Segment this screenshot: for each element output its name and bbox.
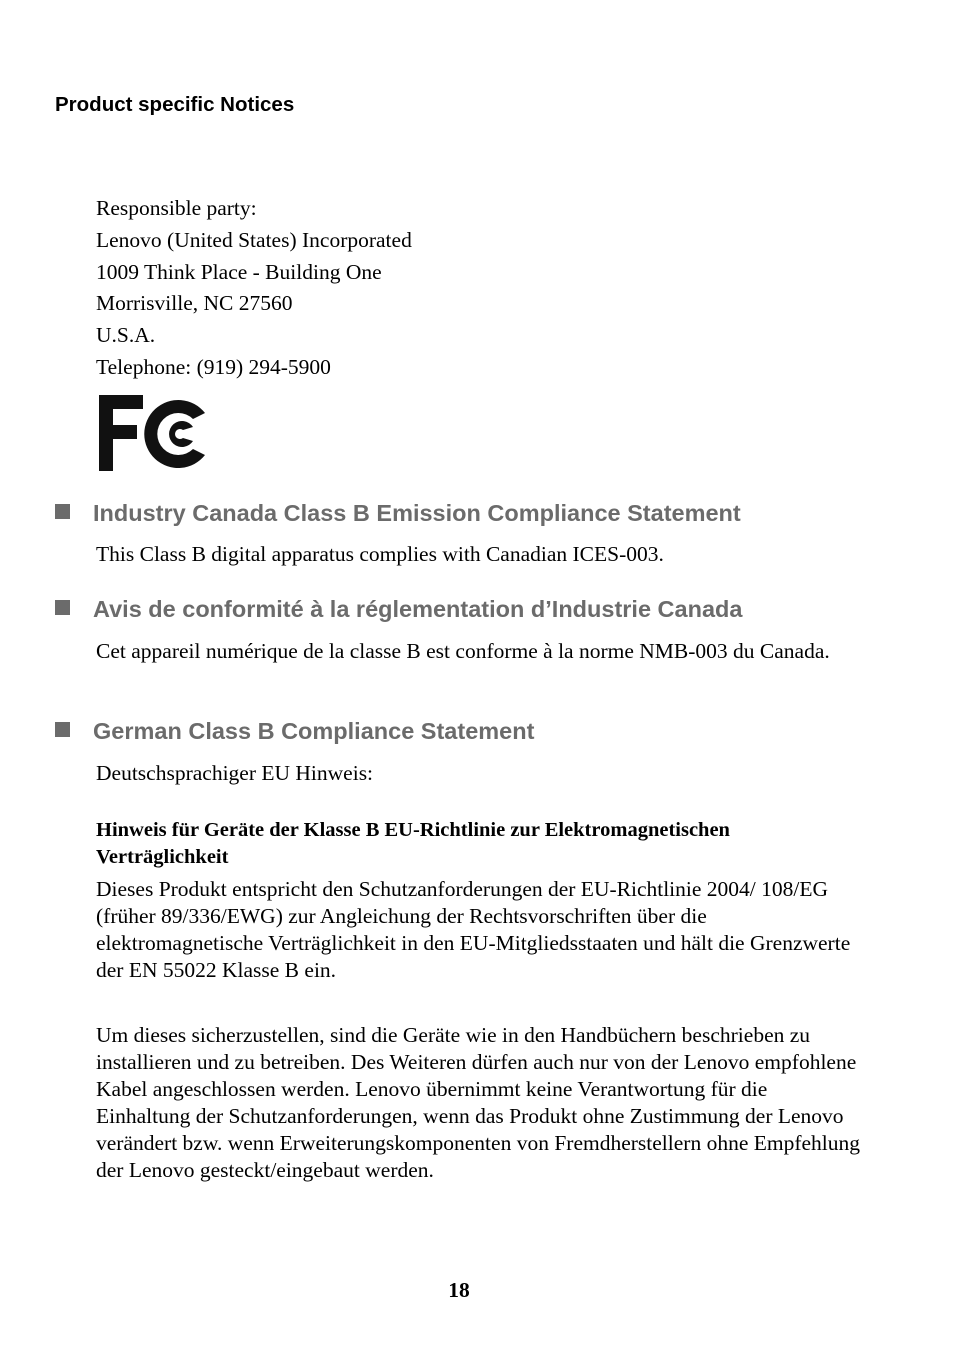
section-subheading: Hinweis für Geräte der Klasse B EU-Richtlinie zur Elektromagnetischen Verträglichkeit — [96, 819, 730, 868]
section-text: Cet appareil numérique de la classe B est conforme à la norme NMB-003 du Canada. — [96, 639, 830, 663]
address-line: Lenovo (United States) Incorporated — [96, 227, 412, 252]
square-bullet-icon — [55, 600, 70, 615]
section-heading-industry-canada — [55, 500, 741, 527]
fcc-logo-icon — [97, 393, 209, 473]
section-paragraph: Dieses Produkt entspricht den Schutzanforderungen der EU-Richtlinie 2004/ 108/EG (früher 89/336/EWG) zur Angleichung der Rechtsvorschriften über die elektromagnetische Verträglichkeit in den EU-Mitgliedsstaaten und hält die Grenzwerte der EN 55022 Klasse B ein. — [96, 877, 851, 982]
section-heading-german-class-b — [55, 718, 534, 745]
square-bullet-icon — [55, 504, 70, 519]
address-line: Morrisville, NC 27560 — [96, 291, 293, 316]
section-heading-text: Industry Canada Class B Emission Compliance Statement — [93, 500, 741, 526]
section-heading-avis-conformite — [55, 596, 742, 623]
section-heading-text: Avis de conformité à la réglementation d’Industrie Canada — [93, 596, 743, 622]
address-line: U.S.A. — [96, 323, 156, 348]
section-text: This Class B digital apparatus complies with Canadian ICES-003. — [96, 542, 664, 566]
responsible-party-block — [96, 193, 412, 384]
section-heading-text: German Class B Compliance Statement — [93, 718, 535, 744]
address-line: Responsible party: — [96, 196, 257, 220]
page-number: 18 — [448, 1278, 470, 1302]
address-line: Telephone: (919) 294-5900 — [96, 354, 331, 379]
page-header-title: Product specific Notices — [55, 93, 295, 116]
address-line: 1009 Think Place - Building One — [96, 259, 382, 284]
square-bullet-icon — [55, 722, 70, 737]
section-paragraph: Um dieses sicherzustellen, sind die Geräte wie in den Handbüchern beschrieben zu installieren und zu betreiben. Des Weiteren dürfen auch nur von der Lenovo empfohlene Kabel angeschlossen werden. Lenovo übernimmt keine Verantwortung für die Einhaltung der Schutzanforderungen, wenn das Produkt ohne Zustimmung der Lenovo verändert bzw. wenn Erweiterungskomponenten von Fremdherstellern ohne Empfehlung der Lenovo gesteckt/eingebaut werden. — [96, 1023, 861, 1182]
section-text: Deutschsprachiger EU Hinweis: — [96, 761, 374, 785]
